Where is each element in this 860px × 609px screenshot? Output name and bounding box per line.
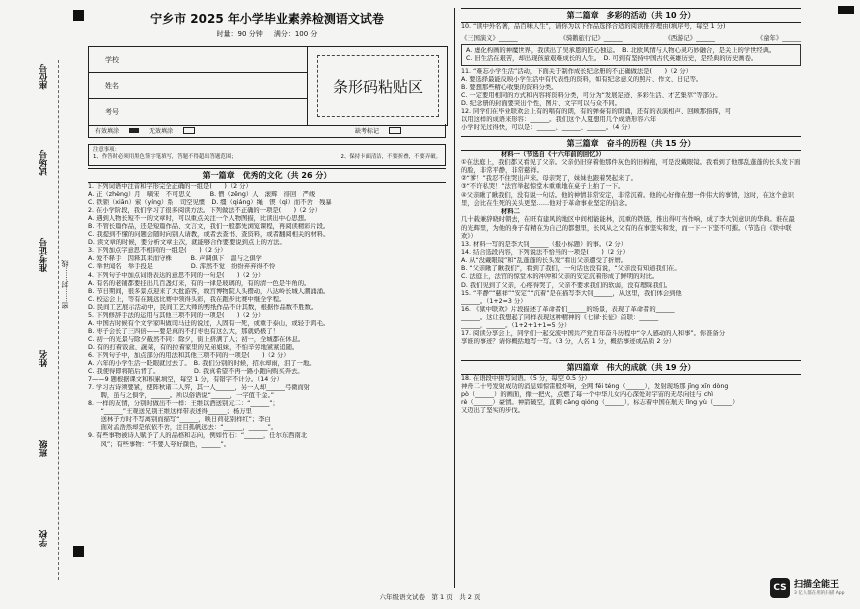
- school-label: 学校: [39, 530, 49, 547]
- question-line: C. 举世闻名 举手投足 D. 浑然不觉 纷纷弃弃得不怜: [88, 263, 276, 271]
- q14: [461, 249, 801, 289]
- question-line: 3. 下列加点字意思不相同的一组是( )（2 分）: [88, 247, 227, 255]
- question-line: A. 遇到人物长短不一的文章时，可以重点关注一个人物图描，比读出中心思想。: [88, 215, 311, 223]
- question-line: 14. 结合选段内容，下列说法不恰当的一项是( )（2 分）: [461, 249, 629, 257]
- question-line: D. 纪念册的封面要突出个性，图片、文字可以与众不同。: [461, 100, 621, 108]
- q12: [461, 108, 801, 132]
- question-line: 4. 下列句子中加点词语表达的意思不同的一句是( )（2 分）: [88, 271, 265, 279]
- filled-box-icon: [129, 128, 139, 133]
- q15: [461, 290, 801, 306]
- question-line: 面对孟浩然却是依依不舍，注目孤帆远去：“______，______”。: [88, 424, 278, 432]
- question-line: C. 一定要用相同的方式和内容将资料分类，可分为“发展足迹、多彩生活、才艺集萃”等部分。: [461, 92, 722, 100]
- book-item: 《三国演义》______: [461, 35, 518, 43]
- question-line: 7. 学习古诗须要紧，使阵秋诸二人弈，其一人______，另一人却______弓微而射: [88, 384, 311, 392]
- question-line: 7——9 题根据课文和积累填空，每空 1 分，有错字不计分。（14 分）: [88, 376, 283, 384]
- section-1-questions: [88, 183, 446, 449]
- exam-notes: [88, 144, 446, 166]
- question-line: 11. “难忘小学生活”活动，下面关于制作成长纪念册的不正确做法是( )（2 分）: [461, 68, 692, 76]
- section-2-heading: 第二篇章 多彩的活动（共 10 分）: [461, 8, 801, 23]
- book-item: 《骑鹅旅行记》______: [559, 35, 623, 43]
- q11: [461, 68, 801, 108]
- seal-line-text: 密……封……线: [61, 260, 69, 309]
- question-line: D. 有的打着饭盒、蔬菜，有的拉着家里的兄弟姐妹，不怕辛劳地紧紧追随。: [88, 343, 299, 351]
- alignment-mark: [838, 6, 854, 14]
- question-line: 9. 有些事物被诗人赋予了人的品格和志向，例如竹石：“______，任尔东西南北: [88, 432, 308, 440]
- camscanner-icon: CS: [770, 578, 790, 598]
- material-1-title: 材料一（节选自《十六年前的回忆》）: [501, 150, 605, 158]
- right-column: [454, 8, 807, 588]
- time-label: 时量：90 分钟: [216, 30, 263, 38]
- test-room-label: 试场号: [39, 150, 49, 176]
- fill-invalid-label: 无效填涂: [149, 128, 174, 135]
- question-line: D. 民间工艺展示活动中，民间工艺大师的剪纸作品不计其数，根据作品数不胜数。: [88, 303, 318, 311]
- reason-line: A. 虚化构画的神魔世界，我读出了吴承恩的匠心独运。 B. 北欧风情与人物心灵巧妙融合，是关上的学世经典。: [466, 47, 776, 55]
- reason-line: C. 旧生活在艰苦，却出现孩童艰难成长的人生。 D. 可到有坚持中国古代英雄历史，是经典的历史画卷。: [466, 55, 758, 63]
- info-school-label: 学校: [105, 55, 119, 64]
- reason-box: [461, 44, 801, 66]
- student-info-table: [89, 47, 308, 125]
- question-line: 2. 在小学阶段，我们学习了很多阅读方法。下列做法不正确的一项是( )（2 分）: [88, 207, 322, 215]
- question-line: B. 枣子会长了三四倍——要是真的不打枣也有这么大，那就奶极了！: [88, 327, 279, 335]
- alignment-mark: [73, 546, 84, 557]
- question-line: ______，______。（1+2+1+1=5 分）: [461, 321, 571, 329]
- barcode-area: 条形码粘贴区: [317, 55, 439, 117]
- book-item: 《西游记》______: [664, 35, 715, 43]
- question-line: 12. 同学们在毕业联欢会上有的唱有的朗，有的弹奏有的朗诵，还有的表演相声、回顾那指挥，可: [461, 108, 732, 116]
- question-line: ______。这让我想起了同样表现这种精神的《七律·长征》首联：______: [461, 313, 659, 321]
- question-line: C. 初一的光景与除夕截然不同：除夕，街上挤满了人；初一，全城都在休息。: [88, 335, 305, 343]
- student-info-box: [88, 46, 448, 126]
- question-line: 神舟二十号发射成功的消息如惊雷般炸响，全网 fēi téng（______），发射现场那 jīng xīn dòng: [461, 382, 729, 390]
- absent-mark-label: 缺考标记: [355, 128, 380, 135]
- fill-legend: [88, 124, 446, 138]
- question-line: A. 中国古时候有个文学家叫做司马迁的说过，人固有一死，或重于泰山，或轻于鸿毛。: [88, 319, 330, 327]
- question-line: 1. 下列词语中注音和字形完全正确的一组是( )（2 分）: [88, 183, 252, 190]
- book-list: [461, 33, 801, 42]
- score-label: 满分：100 分: [273, 30, 318, 38]
- question-line: 聘，虽与之俱学，______。所以俗语说“______，一字值千金。”: [88, 392, 274, 400]
- question-line: B. 要想那些精心收集的资料分类。: [461, 84, 558, 92]
- camscanner-logo: [770, 574, 860, 602]
- q13-text: 13. 材料一写的是李大钊______（报小标题）的事。（2 分）: [461, 241, 627, 249]
- section-4-questions: [461, 375, 801, 415]
- question-line: 17. 阅读分享会上，同学们一起交流中国共产党百年奋斗历程中“令人感动的人和事”。你准备分: [461, 329, 726, 337]
- question-line: A. 要选择最能反映小学生活中有代表性的资料，如有纪念意义的照片、作文、日记等。: [461, 76, 703, 84]
- info-row-name[interactable]: [89, 73, 307, 99]
- question-line: A. 正（zhèng）月 嘀宋 不可思义 B. 僧（zēng）人 滚辉 徘回 严竣: [88, 191, 316, 199]
- question-line: C. 铁锁（xiān）萦（yíng）系 司空见惯 D. 缰（qiáng）绳 锲（qì）而不舍 残暴: [88, 199, 332, 207]
- hollow-box-icon: [183, 127, 195, 134]
- name-label: 姓名: [39, 350, 49, 367]
- section-4-heading: 第四篇章 伟大的成就（共 19 分）: [461, 360, 801, 375]
- left-column: [88, 8, 446, 598]
- fill-valid-label: 有效填涂: [95, 128, 120, 135]
- question-line: 18. 在语段中拼写词语。（5 分，每空 0.5 分）: [461, 374, 591, 382]
- question-line: A. 爱不释手 因释其耒而守株 B. 声调俱下 温与之俱学: [88, 255, 262, 263]
- section-3-heading: 第三篇章 奋斗的历程（共 15 分）: [461, 136, 801, 151]
- question-line: 15. “平静”“慈祥”“安定”“沉着”是在描写李大钊______，从这里，我们体会到他: [461, 289, 682, 297]
- q17: [461, 330, 801, 346]
- material-2: [461, 216, 801, 241]
- section-1-heading: 第一篇章 优秀的文化（共 26 分）: [88, 168, 446, 183]
- question-line: ______。（1+2=3 分）: [461, 297, 527, 305]
- alignment-mark: [73, 10, 84, 21]
- exam-subtitle: [88, 29, 446, 39]
- logo-name: 扫描全能王: [794, 579, 840, 590]
- question-line: B. 节日期间，很多景点迎来了大批游客，故宫博物院人头攒动，八达岭长城人潮涌涌。: [88, 287, 330, 295]
- material-paragraph: 几十载兼辞晓时朝去，在旺有建风的地区中间相能能林，沉重的铁链，推出得叮当作响，成了李大钊意识的华典。谁在最的光辉里，为他的身子有精在为自己的都想里，长风从之父有的在事坚实和发，而一下一下坚不可摧。（节选自《铁中联欢》）: [461, 216, 795, 240]
- info-row-school[interactable]: [89, 47, 307, 73]
- material-paragraph: ①在法庭上，我们都又看见了父亲。父亲仍旧穿着他那件灰色的旧棉袍，可是没戴眼镜。我看到了他那乱蓬蓬的长头发下面的脸，非常平静，非常慈祥。: [461, 158, 801, 174]
- info-name-label: 姓名: [105, 81, 119, 90]
- binding-strip: [30, 60, 80, 580]
- class-label: 班级: [39, 440, 49, 457]
- question-line: C. 我提到不懂的问题会随时向别人请教，或者去查书、查资料，或者翻阅相关的材料。: [88, 231, 330, 239]
- seat-label: 座位号: [39, 64, 49, 90]
- question-line: 5. 下列修辞手法的运用与其他三项不同的一项是( )（2 分）: [88, 311, 265, 319]
- question-line: 16. 《狱中联欢》片段描述了革命者们______的场景，表现了革命者的______: [461, 305, 675, 313]
- question-line: 8. 一样的友情，分别时做出不一样：王维以酒送别元二：“______”；: [88, 400, 279, 408]
- exam-title: 宁乡市 2025 年小学毕业素养检测语文试卷: [150, 12, 384, 26]
- book-item: 《童年》______: [756, 35, 801, 43]
- question-line: “______”王观送兄别王维这样带表述得______；杨万里: [88, 408, 252, 416]
- notes-title: 注意事项：: [93, 147, 120, 153]
- question-line: 送林子方时不写离别而描写“______，映日荷花别样红”；李白: [88, 416, 271, 424]
- question-line: D. 读文章的时候，要分析文章主次，就能够合作要要说到点上的方法。: [88, 239, 286, 247]
- material-2-title: 材料二: [501, 208, 520, 216]
- seal-line: [58, 60, 59, 580]
- question-line: 6. 下列句子中，加点部分的用法和其他三项不同的一项是( )（2 分）: [88, 351, 290, 359]
- info-row-exam-no[interactable]: [89, 99, 307, 124]
- question-line: rè（______）豪情。神箭破空，直刺 cāng qióng（______），标志着中国在航天 lǐng yù（______）: [461, 399, 739, 407]
- question-line: C. 我使得即将陷后背了。 D. 我真希望不再一路小跑向购买奔去。: [88, 368, 304, 376]
- question-line: 风”；有些事物：“不要人夸好颜色，______”。: [88, 440, 231, 448]
- material-paragraph: ③“不许私哭！”法官举起惊堂木重重地在桌子上拍了一下。: [461, 183, 625, 191]
- question-line: 享谁的事迹？请你概括地写一写。（3 分，人名 1 分，概括事迹或品质 2 分）: [461, 337, 676, 345]
- question-line: C. 校运会上，等有在跳远比赛中领得头彩，我在跑步比赛中继全学程。: [88, 295, 286, 303]
- q16: [461, 306, 801, 330]
- page-footer: 六年级语文试卷 第 1 页 共 2 页: [379, 593, 481, 601]
- question-line: 以用这样的成语来形容：______。我们这个人夏想用几个成语形容六年: [461, 116, 657, 124]
- question-line: A. 六年的小学生活一眨眼就过去了。 B. 我们分别的时候，招水却雨，泪了一地。: [88, 360, 316, 368]
- exam-no-label: 准考证号: [39, 238, 49, 272]
- material-paragraph: ②“爹！”我忍不住哭出声来。母亲哭了，妹妹也跟着哭起来了。: [461, 175, 637, 183]
- note-2: 2、保持卡面清洁，不要折叠，不要弄破。: [340, 154, 441, 161]
- question-line: 小学时光过得快，可以是：______、______、______。（4 分）: [461, 124, 634, 132]
- question-line: D. 我们见到了父亲，心疼得哭了，父亲不要求我们的软弱，没有理睬我们。: [461, 281, 672, 289]
- question-line: A. 从“没戴眼镜”和“乱蓬蓬的长头发”看出父亲遭受了折磨。: [461, 257, 628, 265]
- material-1: [461, 159, 801, 209]
- question-line: 又迈出了坚实的步伐。: [461, 407, 524, 415]
- question-line: pò（______）的画面，像一把火，点燃了每一个中华儿女内心深处对宇宙的无尽向往与 chì: [461, 390, 714, 398]
- question-line: B. 不管长篇作品，还是短篇作品、文言文，我们一般都先浏览课程，再阅读精彩片段。: [88, 223, 330, 231]
- question-line: C. 法庭上，法官的惊堂木的冲冲和父亲的安定沉着形成了鲜明的对比。: [461, 273, 659, 281]
- absent-box[interactable]: [389, 127, 401, 134]
- note-1: 1、作答时必须用黑色签字笔填写，答题不得超出答题范围；: [93, 154, 237, 161]
- info-exam-no-label: 考号: [105, 107, 119, 116]
- section-1: [88, 168, 446, 449]
- question-line: A. 有名的老铺都要挂出几百盏灯来，有的一律是玻璃的，有的清一色是牛角的。: [88, 279, 311, 287]
- logo-sub: 3 亿人都在用的扫描 App: [794, 590, 845, 596]
- material-paragraph: ④父亲瞅了瞅我们，没有说一句话。他的神情非常安定，非常沉着。他的心好像在想一件伟大的事情，这时，在这个意识里，会比在生死的关头更坚……他对于革命事业坚定的信念。: [461, 191, 795, 208]
- question-line: B. “父亲瞅了瞅我们”，看到了我们，一句话也没有说，“父亲没有知道我们在。: [461, 265, 681, 273]
- q10-text: 10. “读中外名著，品百味人生”，请你为以下作品选择合适的阅读推荐理由(填序号，每空 1 分): [461, 23, 726, 30]
